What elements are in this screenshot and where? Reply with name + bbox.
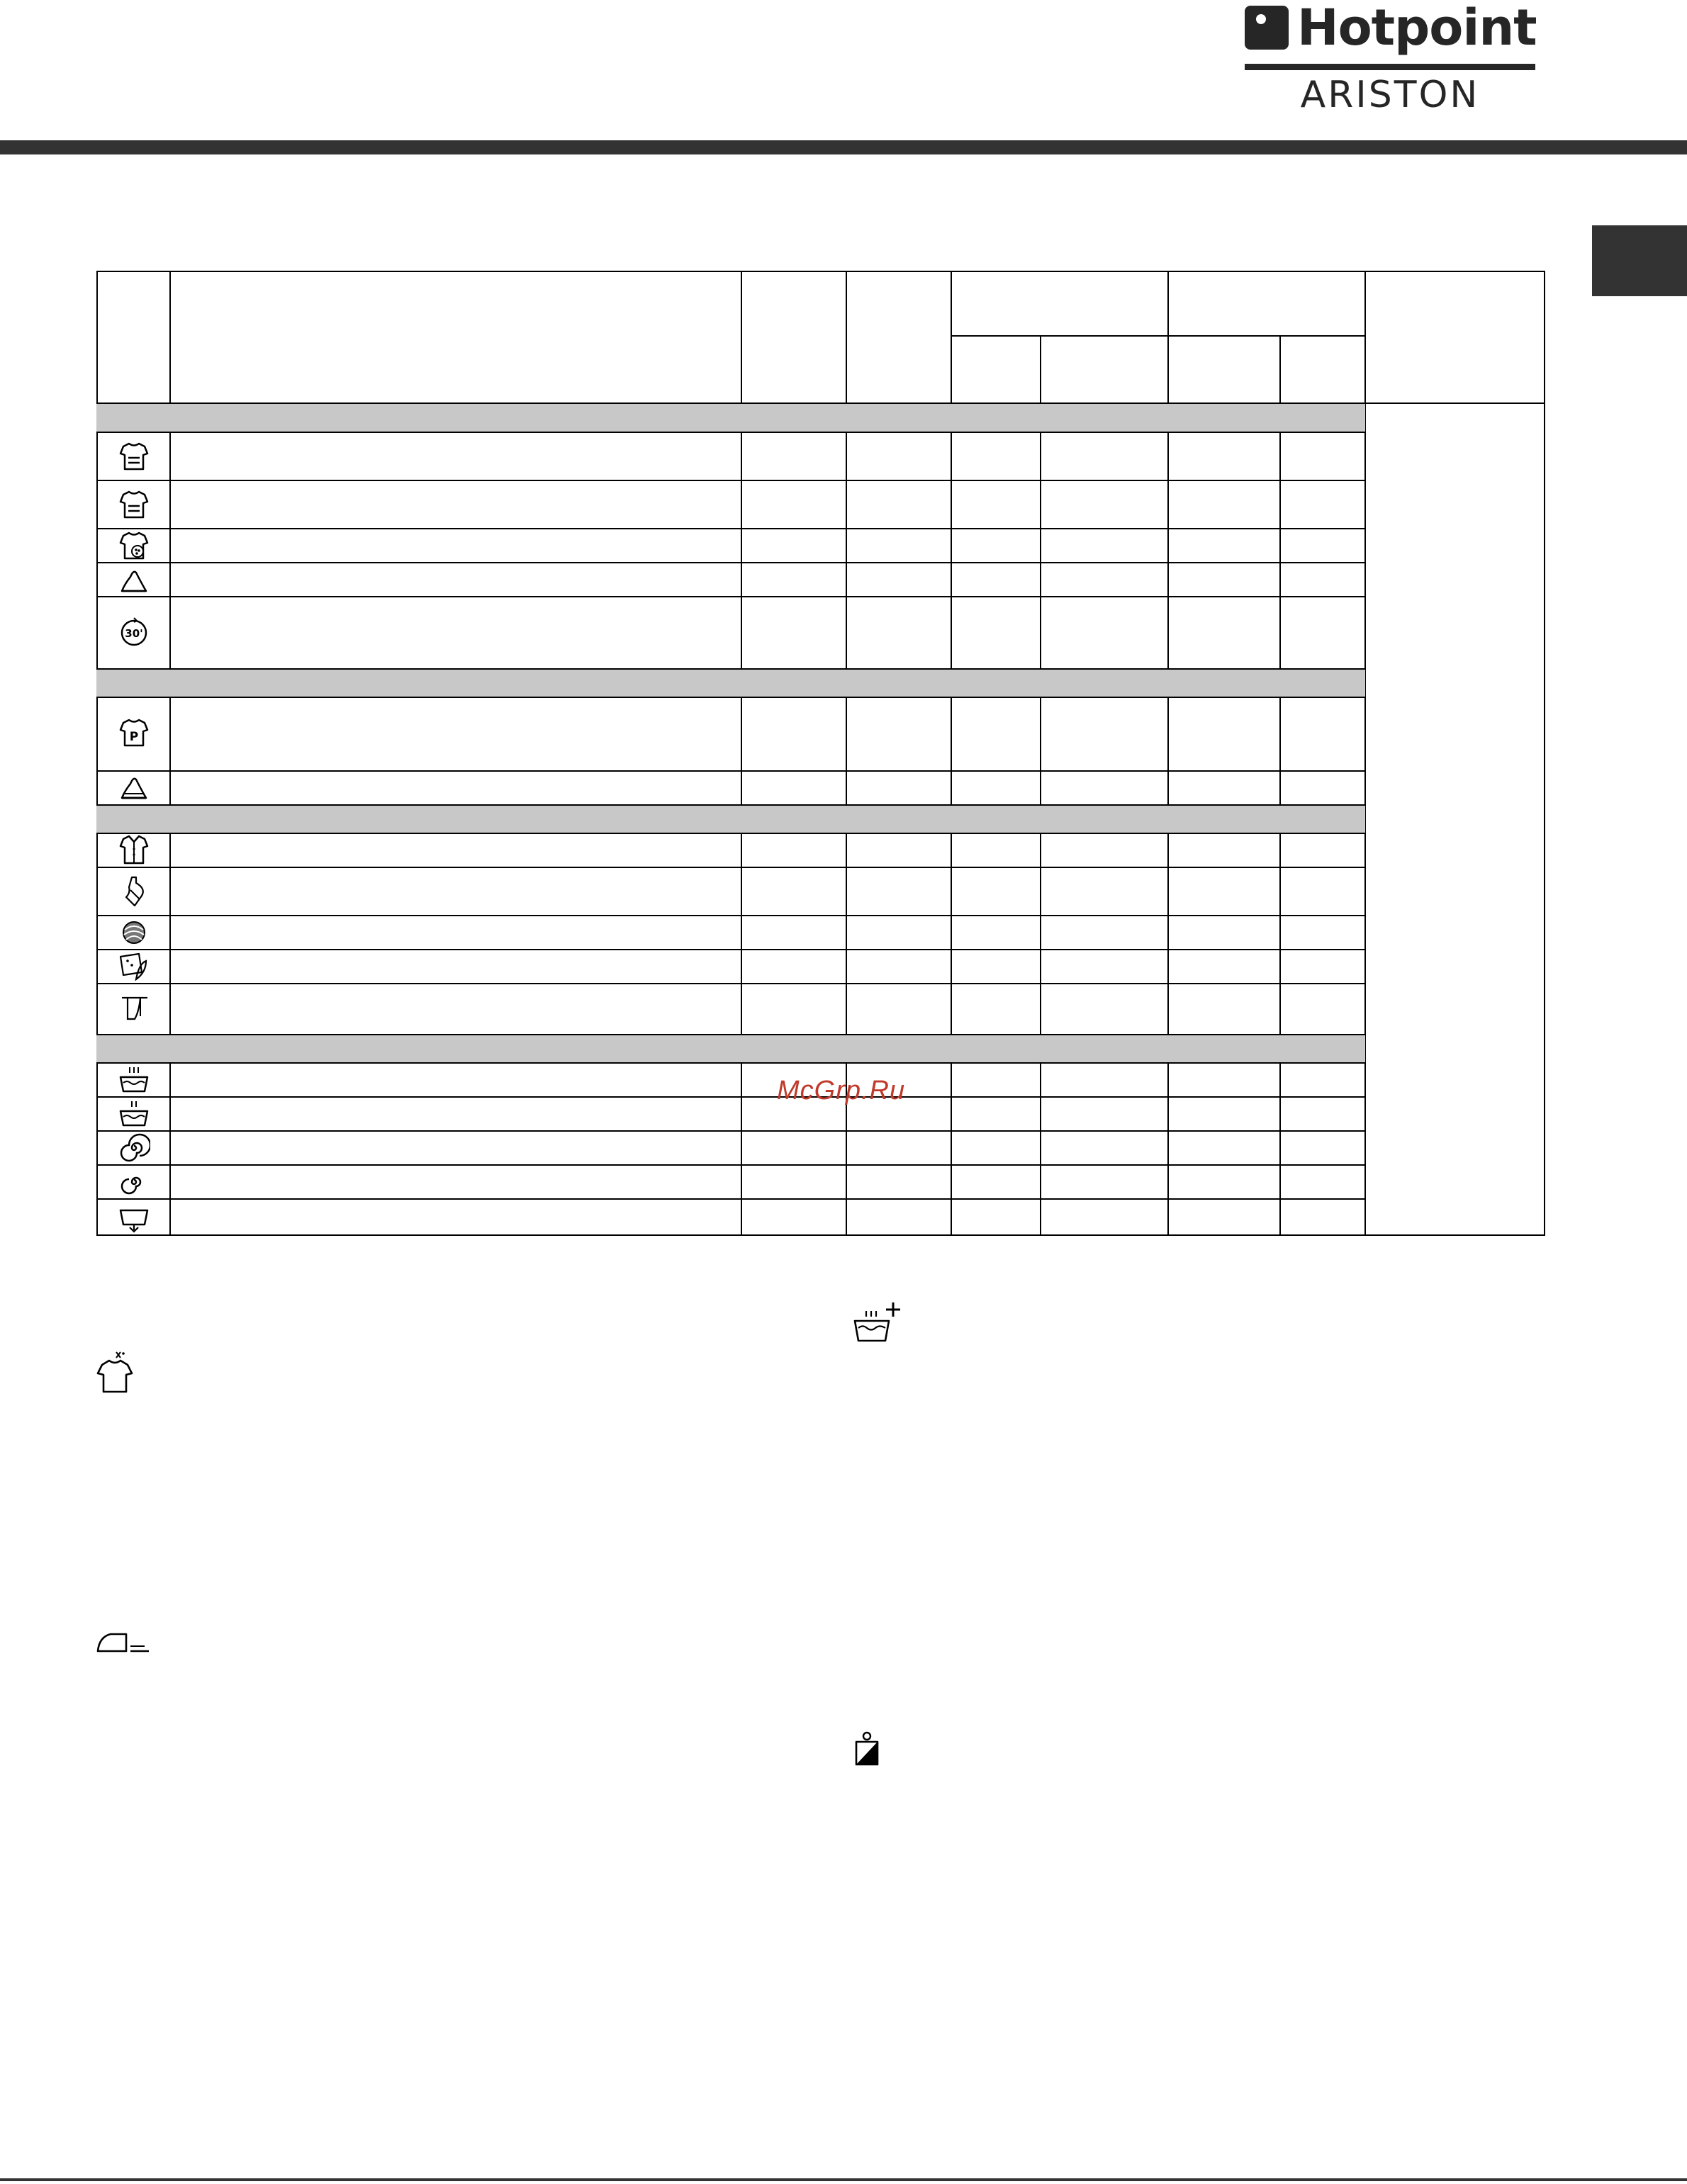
- easy-iron-icon: [95, 1627, 152, 1658]
- rinse-basin-icon: [118, 1064, 150, 1096]
- svg-text:30': 30': [125, 627, 143, 640]
- silk-icon: [118, 874, 150, 910]
- brand-rule: [1245, 64, 1535, 70]
- cotton-shirt-icon: [118, 441, 150, 473]
- watermark: McGrp.Ru: [777, 1076, 906, 1105]
- curtains-icon: [118, 991, 150, 1026]
- brand-logo: [1245, 0, 1535, 122]
- extra-rinse-icon: [852, 1301, 906, 1346]
- wool-icon: [118, 917, 150, 948]
- drain-icon: [118, 1202, 150, 1233]
- footer-rule: [0, 2178, 1687, 2181]
- shirts-icon: [118, 835, 150, 866]
- language-tab: [1592, 225, 1687, 296]
- spin-small-icon: [119, 1166, 149, 1198]
- svg-text:P: P: [129, 730, 139, 744]
- header-bar: [0, 140, 1687, 154]
- delay-timer-icon: [851, 1730, 883, 1767]
- brand-sub: ARISTON: [1300, 74, 1480, 116]
- synthetic-fabric-icon: [118, 771, 150, 804]
- brand-mark-icon: [1245, 6, 1289, 50]
- spin-icon: [118, 1132, 150, 1164]
- brand-logo-top: [1245, 0, 1537, 57]
- programme-p-icon: [118, 717, 150, 750]
- cotton-shirt-icon: [118, 489, 150, 522]
- quick-30-icon: [118, 617, 150, 649]
- delicates-icon: [118, 951, 150, 982]
- brand-name: Hotpoint: [1297, 0, 1537, 57]
- rinse-basin-icon: [118, 1098, 150, 1130]
- stain-removal-icon: [95, 1351, 138, 1396]
- coloured-cotton-icon: [118, 531, 150, 561]
- synthetic-fabric-icon: [118, 565, 150, 595]
